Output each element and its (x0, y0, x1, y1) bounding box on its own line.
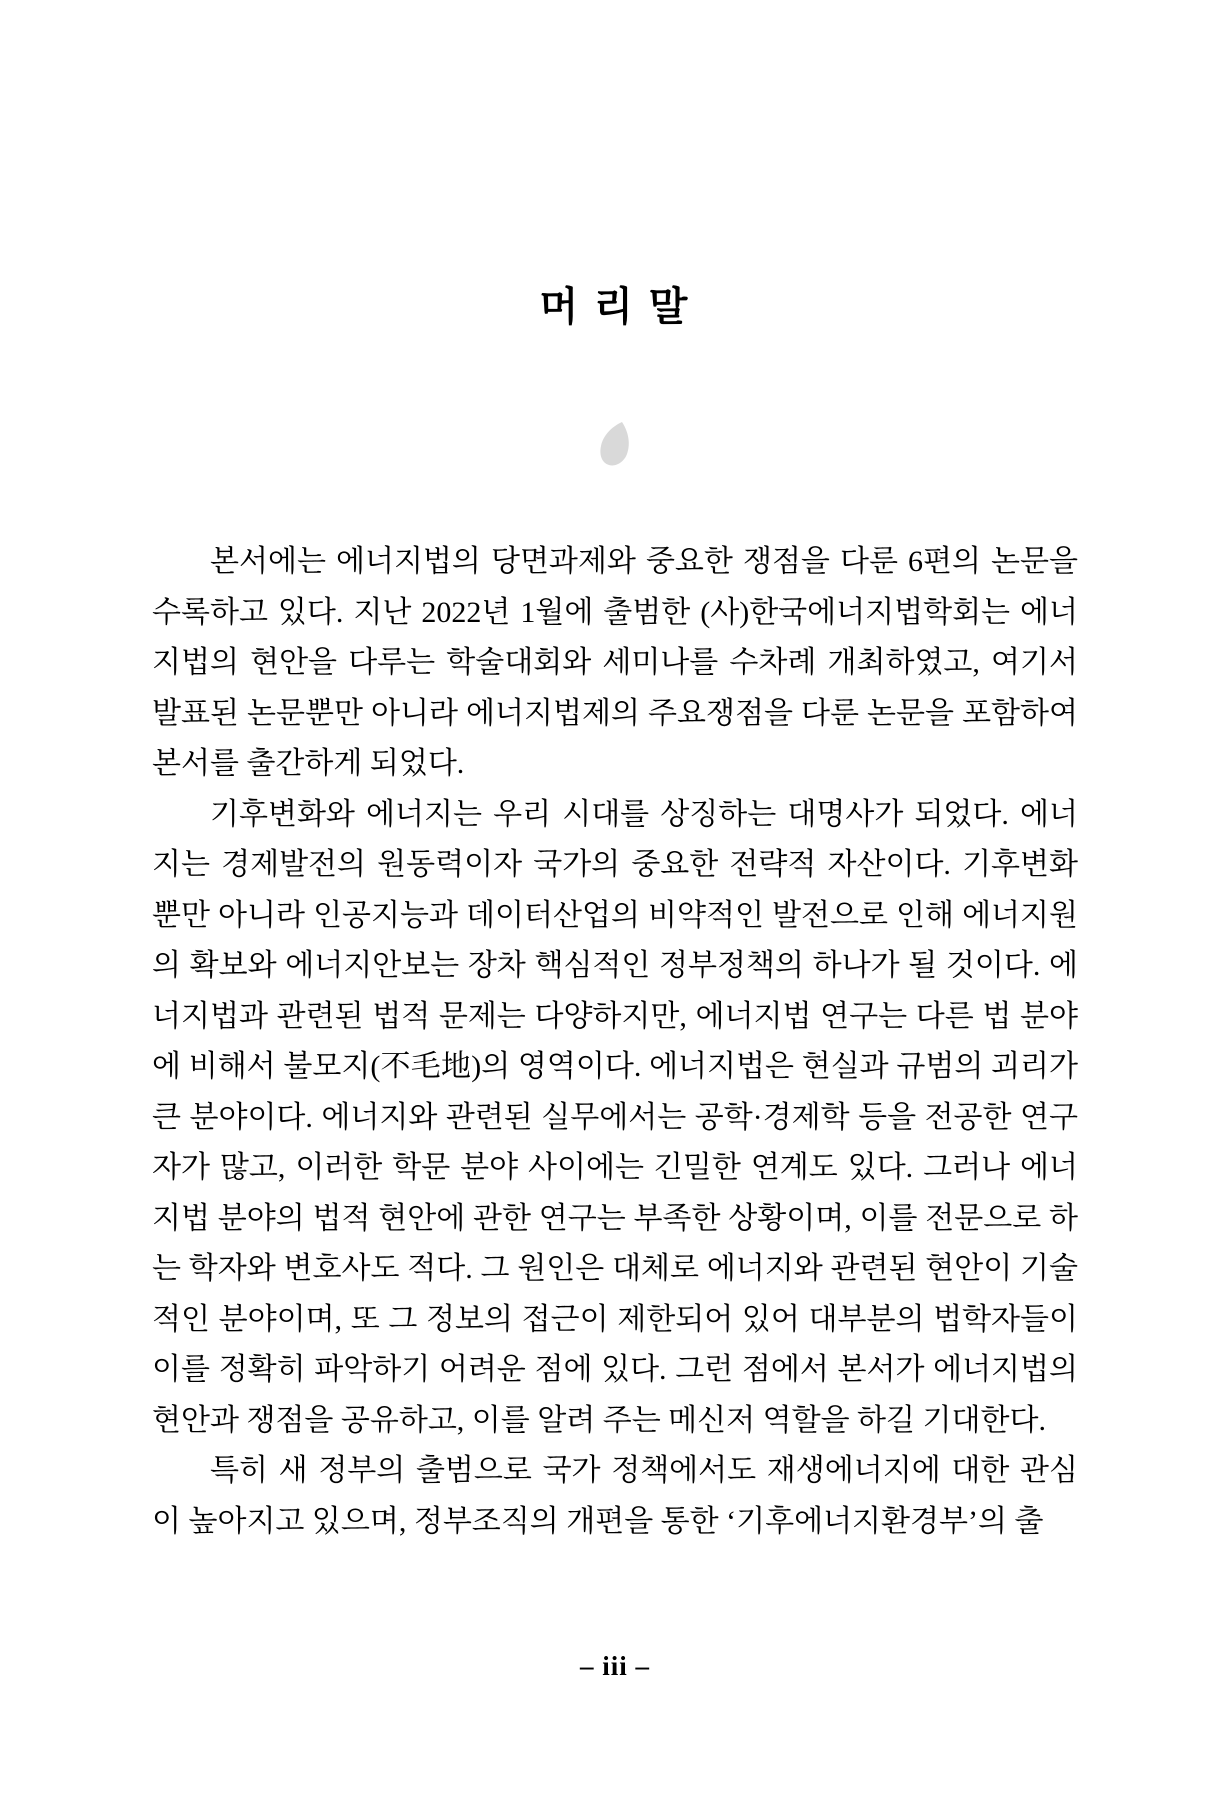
page-title: 머 리 말 (539, 284, 691, 329)
leaf-icon (596, 421, 634, 469)
paragraph-2: 기후변화와 에너지는 우리 시대를 상징하는 대명사가 되었다. 에너지는 경제발전의 원동력이자 국가의 중요한 전략적 자산이다. 기후변화뿐만 아니라 인공지능과 데이터산업의 비약적인 발전으로 인해 에너지원의 확보와 에너지안보는 장차 핵심적인 정부정책의 하나가 될 것이다. 에너지법과 관련된 법적 문제는 다양하지만, 에너지법 연구는 다른 법 분야에 비해서 불모지(不毛地)의 영역이다. 에너지법은 현실과 규범의 괴리가 큰 분야이다. 에너지와 관련된 실무에서는 공학·경제학 등을 전공한 연구자가 많고, 이러한 학문 분야 사이에는 긴밀한 연계도 있다. 그러나 에너지법 분야의 법적 현안에 관한 연구는 부족한 상황이며, 이를 전문으로 하는 학자와 변호사도 적다. 그 원인은 대체로 에너지와 관련된 현안이 기술적인 분야이며, 또 그 정보의 접근이 제한되어 있어 대부분의 법학자들이 이를 정확히 파악하기 어려운 점에 있다. 그런 점에서 본서가 에너지법의 현안과 쟁점을 공유하고, 이를 알려 주는 메신저 역할을 하길 기대한다. (152, 797, 1078, 1437)
paragraph-3: 특히 새 정부의 출범으로 국가 정책에서도 재생에너지에 대한 관심이 높아지고 있으며, 정부조직의 개편을 통한 ‘기후에너지환경부’의 출 (152, 1454, 1078, 1538)
paragraph-1: 본서에는 에너지법의 당면과제와 중요한 쟁점을 다룬 6편의 논문을 수록하고 있다. 지난 2022년 1월에 출범한 (사)한국에너지법학회는 에너지법의 현안을 다루는 학술대회와 세미나를 수차례 개최하였고, 여기서 발표된 논문뿐만 아니라 에너지법제의 주요쟁점을 다룬 논문을 포함하여 본서를 출간하게 되었다. (152, 545, 1078, 780)
page-number: – iii – (579, 1651, 650, 1681)
preface-body (152, 537, 1078, 1547)
